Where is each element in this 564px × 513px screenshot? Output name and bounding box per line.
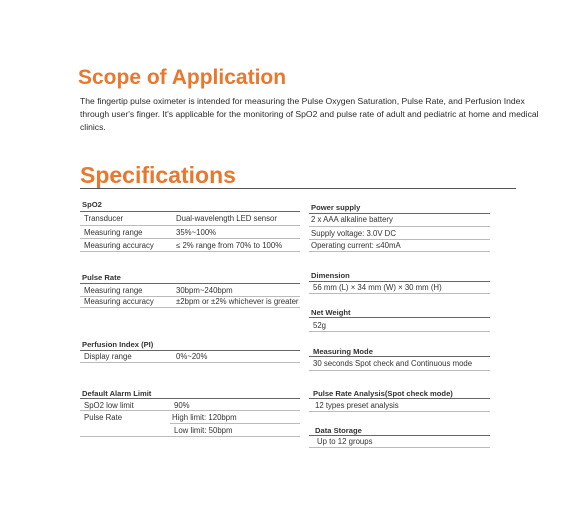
row-divider <box>80 362 300 363</box>
row-divider <box>309 411 490 412</box>
spo2-range-value: 35%~100% <box>176 228 217 237</box>
spo2-range-label: Measuring range <box>84 228 143 237</box>
row-divider <box>80 410 300 411</box>
storage-section-rule <box>309 435 490 436</box>
mode-section-title: Measuring Mode <box>313 347 373 356</box>
pulse-accuracy-value: ±2bpm or ±2% whichever is greater <box>176 297 299 306</box>
alarm-section-rule <box>80 398 300 399</box>
dimension-value: 56 mm (L) × 34 mm (W) × 30 mm (H) <box>313 283 442 292</box>
perfusion-display-value: 0%~20% <box>176 352 208 361</box>
row-divider <box>80 238 300 239</box>
spo2-accuracy-label: Measuring accuracy <box>84 241 154 250</box>
power-battery-value: 2 x AAA alkaline battery <box>311 215 393 224</box>
spo2-section-title: SpO2 <box>82 200 102 209</box>
storage-value: Up to 12 groups <box>317 437 373 446</box>
spo2-transducer-label: Transducer <box>84 214 124 223</box>
pulse-rate-section-rule <box>80 283 300 284</box>
specifications-divider <box>80 188 516 189</box>
analysis-section-title: Pulse Rate Analysis(Spot check mode) <box>313 389 453 398</box>
alarm-pulse-low: Low limit: 50bpm <box>174 426 233 435</box>
specifications-title: Specifications <box>80 162 236 188</box>
row-divider <box>309 331 490 332</box>
row-divider <box>80 436 300 437</box>
weight-section-rule <box>309 317 490 318</box>
alarm-spo2-label: SpO2 low limit <box>84 401 134 410</box>
row-divider <box>309 293 490 294</box>
row-divider <box>309 251 490 252</box>
spo2-transducer-value: Dual-wavelength LED sensor <box>176 214 277 223</box>
row-divider <box>309 447 490 448</box>
power-section-rule <box>309 213 490 214</box>
power-current-value: Operating current: ≤40mA <box>311 241 401 250</box>
scope-title: Scope of Application <box>78 66 287 89</box>
row-divider <box>80 225 300 226</box>
power-voltage-value: Supply voltage: 3.0V DC <box>311 229 396 238</box>
dimension-section-rule <box>309 281 490 282</box>
row-divider <box>170 423 300 424</box>
alarm-section-title: Default Alarm Limit <box>82 389 152 398</box>
perfusion-display-label: Display range <box>84 352 132 361</box>
alarm-pulse-high: High limit: 120bpm <box>172 413 237 422</box>
analysis-value: 12 types preset analysis <box>315 401 399 410</box>
row-divider <box>80 307 300 308</box>
dimension-section-title: Dimension <box>311 271 350 280</box>
analysis-section-rule <box>309 398 490 399</box>
pulse-accuracy-label: Measuring accuracy <box>84 297 154 306</box>
alarm-spo2-value: 90% <box>174 401 190 410</box>
mode-value: 30 seconds Spot check and Continuous mode <box>313 359 473 368</box>
perfusion-section-rule <box>80 350 300 351</box>
weight-value: 52g <box>313 321 327 330</box>
perfusion-section-title: Perfusion Index (PI) <box>82 340 154 349</box>
row-divider <box>309 239 490 240</box>
alarm-pulse-label: Pulse Rate <box>84 413 123 422</box>
row-divider <box>80 251 300 252</box>
row-divider <box>309 370 490 371</box>
spo2-accuracy-value: ≤ 2% range from 70% to 100% <box>176 241 283 250</box>
pulse-rate-section-title: Pulse Rate <box>82 273 121 282</box>
weight-section-title: Net Weight <box>311 308 351 317</box>
pulse-range-value: 30bpm~240bpm <box>176 286 233 295</box>
storage-section-title: Data Storage <box>315 426 362 435</box>
spo2-section-rule <box>80 211 300 212</box>
power-section-title: Power supply <box>311 203 361 212</box>
mode-section-rule <box>309 356 490 357</box>
pulse-range-label: Measuring range <box>84 286 143 295</box>
row-divider <box>309 226 490 227</box>
scope-text: The fingertip pulse oximeter is intended for measuring the Pulse Oxygen Saturation, Pulse Rate, and Perfusion Index through user's finger. It's applicable for the monitoring of SpO2 and pulse rate of adult and pediatric at home and medical clinics. <box>80 96 539 132</box>
